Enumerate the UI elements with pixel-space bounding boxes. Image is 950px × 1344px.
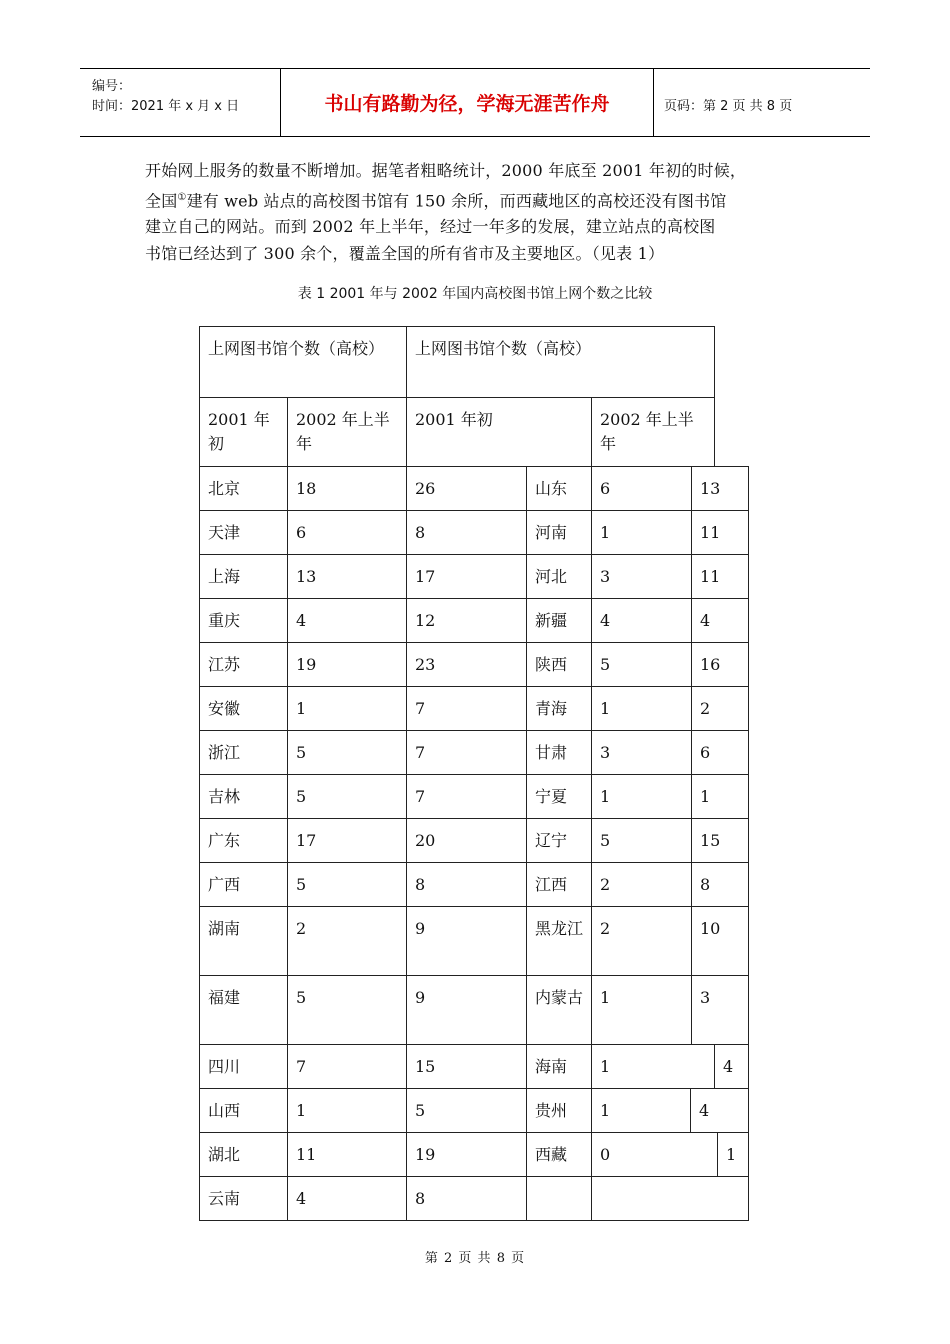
table-cell-value: 1 bbox=[287, 1088, 407, 1133]
table-cell-province: 北京 bbox=[199, 466, 288, 511]
table-cell-value: 1 bbox=[591, 975, 692, 1045]
table-cell-province: 黑龙江 bbox=[526, 906, 592, 976]
table-cell-province: 内蒙古 bbox=[526, 975, 592, 1045]
table-cell-value: 5 bbox=[287, 975, 407, 1045]
table-cell-province: 吉林 bbox=[199, 774, 288, 819]
table-cell-value: 4 bbox=[287, 598, 407, 643]
table-cell-value: 1 bbox=[591, 1044, 715, 1089]
table-cell-province: 陕西 bbox=[526, 642, 592, 687]
table-cell-value: 2 bbox=[591, 906, 692, 976]
table-cell-province bbox=[526, 1176, 592, 1221]
table-cell-province: 广东 bbox=[199, 818, 288, 863]
table-cell-province: 宁夏 bbox=[526, 774, 592, 819]
table-cell-value: 4 bbox=[714, 1044, 749, 1089]
table-cell-value: 13 bbox=[691, 466, 749, 511]
table-cell-value: 11 bbox=[691, 554, 749, 599]
table-cell-value: 2 bbox=[591, 862, 692, 907]
table-cell-value: 1 bbox=[717, 1132, 749, 1177]
table-cell-province: 河北 bbox=[526, 554, 592, 599]
table-cell-value: 3 bbox=[591, 554, 692, 599]
table-cell-value: 5 bbox=[406, 1088, 527, 1133]
date-line: 时间：2021 年 x 月 x 日 bbox=[92, 99, 240, 114]
table-cell-value: 1 bbox=[591, 1088, 691, 1133]
table-cell-value: 5 bbox=[287, 730, 407, 775]
table-cell-value: 19 bbox=[287, 642, 407, 687]
body-paragraph bbox=[145, 158, 845, 267]
paragraph-line: 书馆已经达到了 300 余个，覆盖全国的所有省市及主要地区。（见表 1） bbox=[145, 243, 665, 263]
table-cell-value: 6 bbox=[691, 730, 749, 775]
table-cell-value: 1 bbox=[591, 774, 692, 819]
table-cell-value: 5 bbox=[287, 774, 407, 819]
table-cell-value: 4 bbox=[287, 1176, 407, 1221]
table-cell-province: 新疆 bbox=[526, 598, 592, 643]
table-cell-value: 8 bbox=[406, 510, 527, 555]
table-cell-province: 福建 bbox=[199, 975, 288, 1045]
table-caption: 表 1 2001 年与 2002 年国内高校图书馆上网个数之比较 bbox=[297, 286, 653, 302]
table-subheader-cell: 2002 年上半年 bbox=[287, 397, 407, 467]
header-page-info: 页码：第 2 页 共 8 页 bbox=[664, 99, 793, 114]
table-cell-value: 26 bbox=[406, 466, 527, 511]
table-cell-value: 12 bbox=[406, 598, 527, 643]
table-cell-value: 1 bbox=[691, 774, 749, 819]
table-cell-value: 13 bbox=[287, 554, 407, 599]
table-cell-province: 江西 bbox=[526, 862, 592, 907]
table-cell-value: 6 bbox=[287, 510, 407, 555]
table-header-cell: 上网图书馆个数（高校） bbox=[406, 326, 715, 398]
paragraph-text: 建有 web 站点的高校图书馆有 150 余所，而西藏地区的高校还没有图书馆 bbox=[186, 190, 727, 210]
table-cell-value: 9 bbox=[406, 906, 527, 976]
table-cell-province: 重庆 bbox=[199, 598, 288, 643]
table-cell-value: 16 bbox=[691, 642, 749, 687]
table-cell-province: 广西 bbox=[199, 862, 288, 907]
table-cell-province: 湖北 bbox=[199, 1132, 288, 1177]
table-subheader-cell: 2001 年初 bbox=[406, 397, 592, 467]
table-cell-empty bbox=[591, 1176, 749, 1221]
table-cell-province: 贵州 bbox=[526, 1088, 592, 1133]
table-cell-value: 7 bbox=[406, 774, 527, 819]
paragraph-line bbox=[145, 185, 845, 215]
document-header bbox=[80, 68, 870, 137]
table-cell-province: 天津 bbox=[199, 510, 288, 555]
table-cell-province: 山东 bbox=[526, 466, 592, 511]
table-cell-province: 安徽 bbox=[199, 686, 288, 731]
table-cell-value: 19 bbox=[406, 1132, 527, 1177]
table-cell-value: 1 bbox=[591, 510, 692, 555]
table-cell-province: 海南 bbox=[526, 1044, 592, 1089]
table-cell-province: 四川 bbox=[199, 1044, 288, 1089]
table-cell-value: 8 bbox=[406, 862, 527, 907]
table-cell-value: 20 bbox=[406, 818, 527, 863]
table-cell-value: 6 bbox=[591, 466, 692, 511]
table-cell-value: 4 bbox=[591, 598, 692, 643]
table-cell-value: 2 bbox=[287, 906, 407, 976]
table-cell-value: 5 bbox=[591, 818, 692, 863]
paragraph-text: 全国 bbox=[145, 190, 178, 210]
table-cell-province: 浙江 bbox=[199, 730, 288, 775]
table-cell-province: 上海 bbox=[199, 554, 288, 599]
table-cell-province: 河南 bbox=[526, 510, 592, 555]
table-cell-province: 江苏 bbox=[199, 642, 288, 687]
table-cell-value: 5 bbox=[287, 862, 407, 907]
paragraph-line: 建立自己的网站。而到 2002 年上半年，经过一年多的发展，建立站点的高校图 bbox=[145, 217, 716, 237]
table-subheader-cell: 2002 年上半年 bbox=[591, 397, 715, 467]
table-cell-province: 辽宁 bbox=[526, 818, 592, 863]
table-cell-value: 3 bbox=[591, 730, 692, 775]
table-cell-value: 11 bbox=[691, 510, 749, 555]
table-cell-value: 1 bbox=[591, 686, 692, 731]
table-cell-province: 山西 bbox=[199, 1088, 288, 1133]
paragraph-line: 开始网上服务的数量不断增加。据笔者粗略统计，2000 年底至 2001 年初的时候， bbox=[145, 161, 747, 180]
table-cell-value: 7 bbox=[287, 1044, 407, 1089]
table-cell-province: 湖南 bbox=[199, 906, 288, 976]
table-cell-province: 西藏 bbox=[526, 1132, 592, 1177]
table-cell-value: 0 bbox=[591, 1132, 718, 1177]
table-cell-value: 23 bbox=[406, 642, 527, 687]
table-cell-value: 17 bbox=[406, 554, 527, 599]
header-motto: 书山有路勤为径，学海无涯苦作舟 bbox=[281, 69, 654, 136]
table-cell-value: 4 bbox=[690, 1088, 749, 1133]
table-cell-value: 2 bbox=[691, 686, 749, 731]
page-footer: 第 2 页 共 8 页 bbox=[424, 1251, 526, 1266]
table-cell-value: 4 bbox=[691, 598, 749, 643]
table-cell-value: 7 bbox=[406, 730, 527, 775]
table-cell-value: 5 bbox=[591, 642, 692, 687]
table-cell-value: 8 bbox=[691, 862, 749, 907]
table-cell-value: 9 bbox=[406, 975, 527, 1045]
table-cell-value: 10 bbox=[691, 906, 749, 976]
header-meta bbox=[80, 69, 281, 136]
table-subheader-cell: 2001 年初 bbox=[199, 397, 288, 467]
number-label: 编号： bbox=[92, 79, 132, 94]
table-cell-value: 7 bbox=[406, 686, 527, 731]
table-cell-province: 甘肃 bbox=[526, 730, 592, 775]
table-cell-value: 18 bbox=[287, 466, 407, 511]
table-cell-value: 11 bbox=[287, 1132, 407, 1177]
table-cell-value: 15 bbox=[406, 1044, 527, 1089]
table-cell-value: 1 bbox=[287, 686, 407, 731]
table-cell-value: 3 bbox=[691, 975, 749, 1045]
table-header-cell: 上网图书馆个数（高校） bbox=[199, 326, 407, 398]
table-cell-value: 15 bbox=[691, 818, 749, 863]
table-cell-province: 云南 bbox=[199, 1176, 288, 1221]
footnote-marker[interactable]: ① bbox=[177, 191, 187, 203]
table-cell-value: 8 bbox=[406, 1176, 527, 1221]
table-cell-province: 青海 bbox=[526, 686, 592, 731]
table-cell-value: 17 bbox=[287, 818, 407, 863]
